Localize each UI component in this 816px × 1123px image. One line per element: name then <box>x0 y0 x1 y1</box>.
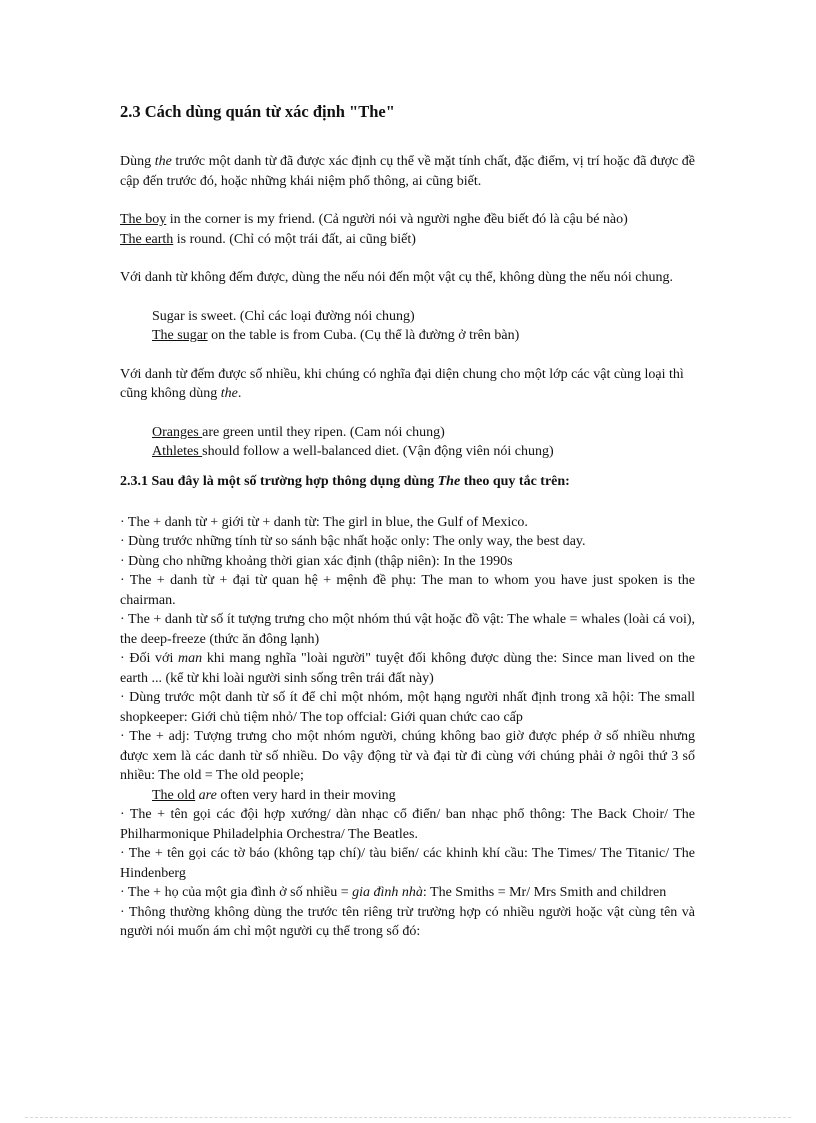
example-boy-rest: in the corner is my friend. (Cả người nói và người nghe đều biết đó là cậu bé nào) <box>166 212 628 227</box>
rule-item-1: · The + danh từ + giới từ + danh từ: The girl in blue, the Gulf of Mexico. <box>120 514 528 530</box>
rule-item-5: · The + danh từ số ít tượng trưng cho một nhóm thú vật hoặc đồ vật: The whale = whales (loài cá voi), the deep-freeze (thức ăn đông lạnh) <box>120 612 695 647</box>
plural-the: the <box>220 386 238 401</box>
example-athletes-rest: should follow a well-balanced diet. (Vận động viên nói chung) <box>202 444 554 459</box>
rule-item-11 <box>120 883 695 903</box>
rule-item-11-b: : The Smiths = Mr/ Mrs Smith and children <box>422 885 667 900</box>
rule-item-6-b: khi mang nghĩa "loài người" tuyệt đối không được dùng the: Since man lived on the earth ... (kể từ khi loài người sinh sống trên trái đất này) <box>120 651 695 686</box>
rule-item-8-example-underlined: The old <box>152 787 196 803</box>
uncountable-paragraph: Với danh từ không đếm được, dùng the nếu nói đến một vật cụ thể, không dùng the nếu nói chung. <box>120 270 673 285</box>
rule-item-7: · Dùng trước một danh từ số ít để chỉ một nhóm, một hạng người nhất định trong xã hội: The small shopkeeper: Giới chủ tiệm nhỏ/ The top offcial: Giới quan chức cao cấp <box>120 690 695 725</box>
rule-item-8-example <box>120 786 695 806</box>
example-boy-underlined: The boy <box>120 212 167 227</box>
rule-item-12: · Thông thường không dùng the trước tên riêng trừ trường hợp có nhiều người hoặc vật cùng tên và người nói muốn ám chỉ một người cụ thể trong số đó: <box>120 904 695 939</box>
example-earth-underlined: The earth <box>120 231 174 247</box>
example-sugar-rest: on the table is from Cuba. (Cụ thể là đường ở trên bàn) <box>207 328 520 343</box>
plural-text-b: . <box>237 386 242 401</box>
rule-item-8-example-are: are <box>198 787 217 803</box>
section-title: 2.3 Cách dùng quán từ xác định "The" <box>120 102 395 121</box>
example-athletes-underlined: Athletes <box>152 444 203 459</box>
rule-item-2: · Dùng trước những tính từ so sánh bậc nhất hoặc only: The only way, the best day. <box>120 534 586 549</box>
intro-paragraph <box>120 152 695 191</box>
rule-item-10: · The + tên gọi các tờ báo (không tạp chí)/ tàu biển/ các khinh khí cầu: The Times/ The Titanic/ The Hindenberg <box>120 846 695 881</box>
subsection-title <box>120 472 695 492</box>
rule-item-9: · The + tên gọi các đội hợp xướng/ dàn nhạc cổ điển/ ban nhạc phổ thông: The Back Choir/ The Philharmonique Philadelphia Orchestra/ The Beatles. <box>120 807 695 842</box>
example-oranges <box>120 423 695 443</box>
plural-paragraph <box>120 365 695 404</box>
document-content <box>120 100 695 942</box>
example-sugar-specific <box>120 326 695 346</box>
intro-the: the <box>154 154 172 169</box>
intro-text-a: Dùng <box>120 154 155 169</box>
rule-item-3: · Dùng cho những khoảng thời gian xác định (thập niên): In the 1990s <box>120 553 513 569</box>
rule-item-8: · The + adj: Tượng trưng cho một nhóm người, chúng không bao giờ được phép ở số nhiều nhưng được xem là các danh từ số nhiều. Do vậy động từ và đại từ đi cùng với chúng phải ở ngôi thứ 3 số nhiều: The old = The old people; <box>120 729 695 783</box>
rule-item-8-example-rest: often very hard in their moving <box>216 787 396 803</box>
example-sugar-underlined: The sugar <box>152 328 208 343</box>
rule-item-6-a: · Đối với <box>120 651 179 666</box>
rule-item-11-a: · The + họ của một gia đình ở số nhiều = <box>120 885 353 900</box>
rule-item-4: · The + danh từ + đại từ quan hệ + mệnh đề phụ: The man to whom you have just spoken is the chairman. <box>120 573 695 608</box>
subsection-title-the: The <box>437 473 461 489</box>
example-sugar-general: Sugar is sweet. (Chỉ các loại đường nói chung) <box>152 308 415 324</box>
page-bottom-divider <box>25 1117 791 1118</box>
rule-item-6 <box>120 649 695 688</box>
example-athletes <box>120 442 695 462</box>
subsection-title-b: theo quy tắc trên: <box>460 473 570 489</box>
example-oranges-rest: are green until they ripen. (Cam nói chung) <box>202 424 445 440</box>
example-boy <box>120 210 695 230</box>
rule-item-11-italic: gia đình nhà <box>352 885 423 900</box>
subsection-title-a: 2.3.1 Sau đây là một số trường hợp thông dụng dùng <box>120 473 438 489</box>
intro-text-b: trước một danh từ đã được xác định cụ thể về mặt tính chất, đặc điểm, vị trí hoặc đã được đề cập đến trước đó, hoặc những khái niệm phổ thông, ai cũng biết. <box>120 154 695 189</box>
rule-item-6-man: man <box>178 651 203 666</box>
plural-text-a: Với danh từ đếm được số nhiều, khi chúng có nghĩa đại diện chung cho một lớp các vật cùng loại thì cũng không dùng <box>120 366 684 401</box>
example-oranges-underlined: Oranges <box>152 424 203 440</box>
example-earth <box>120 230 695 250</box>
example-earth-rest: is round. (Chỉ có một trái đất, ai cũng biết) <box>173 231 416 247</box>
